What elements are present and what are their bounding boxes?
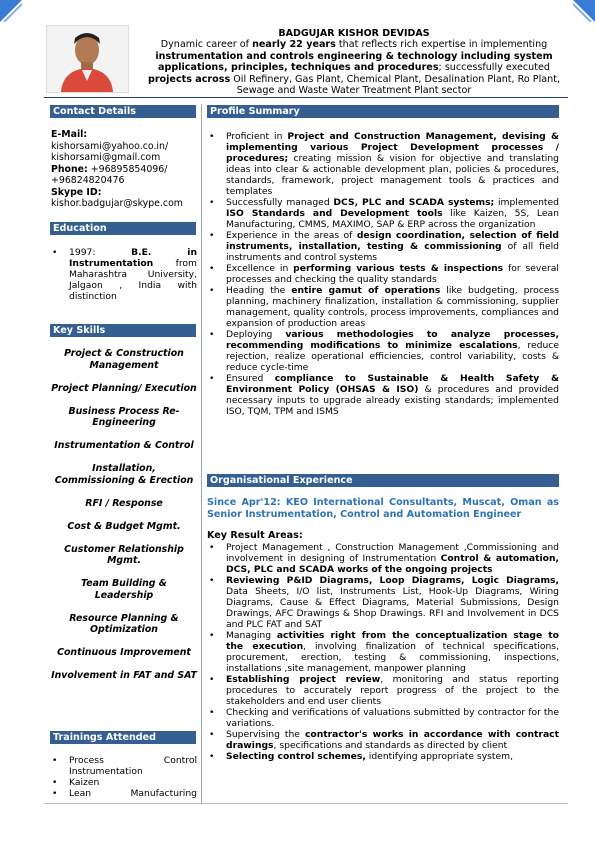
emphasis-text: Control & automation, DCS, PLC and SCADA works of the ongoing projects (226, 553, 559, 575)
email-label: E-Mail: (51, 129, 88, 140)
kra-bullet (207, 542, 559, 575)
emphasis-text: Project and Construction Management, devising & implementing various Project Development processes / procedures; (226, 131, 559, 164)
contact-details-heading: Contact Details (50, 105, 196, 118)
key-skills-list (51, 348, 197, 693)
body-text: Project Management , Construction Management ,Commissioning and involvement in designing of Instrumentation (226, 542, 559, 564)
body-text: Managing (226, 630, 277, 641)
skill-item: Customer Relationship Mgmt. (64, 543, 184, 566)
skill-item: Team Building & Leadership (81, 578, 167, 601)
body-text: Excellence in (226, 263, 294, 274)
profile-summary-heading: Profile Summary (207, 105, 559, 118)
body-text: , monitoring and status reporting procedures to accurately report progress of the project to the stakeholders and end user clients (226, 674, 559, 707)
body-text: Ensured (226, 373, 275, 384)
trainings-list (51, 755, 197, 799)
phone-label: Phone: (51, 163, 88, 175)
body-text: identifying appropriate system, (365, 751, 514, 762)
kra-bullet (207, 729, 559, 751)
footer-divider (44, 803, 568, 804)
phone-line (51, 164, 197, 176)
emphasis-text: performing various tests & inspections (293, 263, 504, 274)
header-summary (140, 39, 568, 97)
key-skills-heading: Key Skills (50, 324, 196, 337)
profile-bullet (207, 285, 559, 329)
body-text: , specifications and standards as directed by client (273, 740, 508, 751)
emphasis-text: Establishing project review (226, 674, 381, 685)
body-text: Checking and verifications of valuations submitted by contractor for the variations. (226, 707, 559, 729)
body-text: Data Sheets, I/O list, Instruments List, Hook-Up Diagrams, Wiring Diagrams, Cause & Effect Diagrams, Material Submissions, Design Drawings, AFC Drawings & Shop Drawings. RFI and Involvement in DCS and PLC FAT and SAT (226, 586, 559, 630)
body-text: , involving finalization of technical specifications, procurement, erection, testing & commissioning, inspections, installations ,site management, manpower planning (226, 641, 560, 674)
body-text: Dynamic career of (160, 39, 253, 50)
education-year: 1997: (69, 247, 132, 258)
column-divider (201, 104, 202, 804)
header-divider (44, 97, 568, 98)
kra-bullet (207, 674, 559, 707)
kra-bullet (207, 575, 559, 630)
profile-bullet (207, 197, 559, 230)
emphasis-text: projects across (147, 73, 231, 85)
skill-item: RFI / Response (85, 497, 163, 509)
profile-summary-list (207, 131, 559, 417)
emphasis-text: instrumentation and controls engineering & technology including system applications, principles, techniques and procedures (155, 50, 553, 73)
training-item: • Process Control Instrumentation (51, 755, 197, 777)
email-link-2[interactable]: kishorsami@gmail.com (51, 152, 161, 163)
kra-bullet (207, 630, 559, 674)
profile-bullet (207, 329, 559, 373)
body-text: Supervising the (226, 729, 305, 740)
job-role: Since Apr'12: KEO International Consultants, Muscat, Oman as Senior Instrumentation, Control and Automation Engineer (207, 497, 559, 520)
trainings-heading: Trainings Attended (50, 731, 196, 744)
kra-bullet (207, 751, 559, 762)
education-heading: Education (50, 222, 196, 235)
skill-item: Project Planning/ Execution (51, 382, 197, 394)
education-details: from Maharashtra University, Jalgaon , India with distinction (69, 258, 197, 302)
candidate-name: BADGUJAR KISHOR DEVIDAS (278, 28, 430, 39)
skill-item: Installation, Commissioning & Erection (54, 463, 194, 486)
body-text: & procedures and provided necessary inputs to upgrade already existing standards; implemented ISO, TQM, TPM and ISMS (226, 384, 559, 417)
education-degree: B.E. in Instrumentation (69, 247, 197, 269)
kra-bullet (207, 707, 559, 729)
phone-1: +96895854096/ (87, 163, 168, 175)
body-text: Oil Refinery, Gas Plant, Chemical Plant, Desalination Plant, Ro Plant, Sewage and Waste Water Treatment Plant sector (230, 73, 561, 96)
experience-heading: Organisational Experience (207, 474, 559, 487)
body-text: of all field instruments and control systems (226, 241, 559, 263)
skill-item: Continuous Improvement (57, 647, 191, 658)
skype-id: kishor.badgujar@skype.com (51, 198, 183, 209)
corner-decoration-right-icon (573, 0, 595, 22)
skill-item: Resource Planning & Optimization (69, 612, 179, 635)
emphasis-text: Reviewing P&ID Diagrams, Loop Diagrams, Logic Diagrams, (226, 575, 559, 586)
corner-decoration-left-icon (0, 0, 22, 22)
emphasis-text: compliance to Sustainable & Health Safety & Environment Policy (OHSAS & ISO) (226, 373, 559, 395)
emphasis-text: Selecting control schemes, (226, 751, 366, 762)
emphasis-text: entire gamut of operations (291, 285, 441, 296)
body-text: Successfully managed (226, 197, 334, 208)
training-item: • Lean Manufacturing (51, 788, 197, 799)
education-section (51, 247, 197, 302)
emphasis-text: nearly 22 years (252, 39, 336, 50)
emphasis-text: DCS, PLC and SCADA systems; (333, 197, 495, 208)
body-text: Experience in the areas of (226, 230, 357, 241)
skill-item: Project & Construction Management (64, 348, 184, 371)
emphasis-text: design coordination, selection of field instruments, installation, testing & commissioning (226, 230, 559, 252)
emphasis-text: activities right from the conceptualization stage to the execution (226, 630, 559, 652)
skill-item: Instrumentation & Control (54, 440, 194, 451)
body-text: , reduce rejection, realize operational efficiencies, control variability, costs & reduce cycle-time (226, 340, 559, 373)
phone-2: +96824820476 (51, 175, 125, 186)
skill-item: Involvement in FAT and SAT (51, 670, 197, 681)
key-result-areas-title: Key Result Areas: (207, 530, 303, 541)
body-text: ; successfully executed (438, 62, 550, 73)
body-text: Proficient in (226, 131, 288, 142)
education-item (51, 247, 197, 302)
profile-bullet (207, 373, 559, 417)
profile-photo (46, 25, 129, 93)
body-text: implemented (494, 197, 560, 208)
contact-details (51, 129, 197, 210)
training-item: • Kaizen (51, 777, 197, 788)
profile-bullet (207, 263, 559, 285)
body-text: creating mission & vision for objective and translating ideas into clear & actionable development plan, policies & procedures, standards, framework, project management tools & practices and templates (226, 153, 559, 197)
emphasis-text: various methodologies to analyze processes, recommending modifications to minimize escalations (226, 329, 559, 351)
profile-bullet (207, 230, 559, 263)
emphasis-text: ISO Standards and Development tools (226, 208, 443, 219)
body-text: for several processes and checking the quality standards (226, 263, 559, 285)
profile-bullet (207, 131, 559, 197)
skill-item: Business Process Re-Engineering (68, 405, 180, 428)
key-result-areas-list (207, 542, 559, 762)
body-text: like Kaizen, 5S, Lean Manufacturing, CMMS, MAXIMO, SAP & ERP across the organization (226, 208, 559, 230)
skill-item: Cost & Budget Mgmt. (67, 520, 181, 532)
body-text: Deploying (226, 329, 286, 340)
body-text: that reflects rich expertise in implementing (335, 39, 548, 50)
body-text: like budgeting, process planning, machinery finalization, installation & commissioning, supplier management, quality controls, process improvements, compliances and expansion of production areas (226, 285, 559, 329)
body-text: Heading the (226, 285, 292, 296)
emphasis-text: contractor's works in accordance with contract drawings (226, 729, 559, 751)
email-link-1[interactable]: kishorsami@yahoo.co.in/ (51, 140, 169, 152)
skype-label: Skype ID: (51, 186, 102, 198)
